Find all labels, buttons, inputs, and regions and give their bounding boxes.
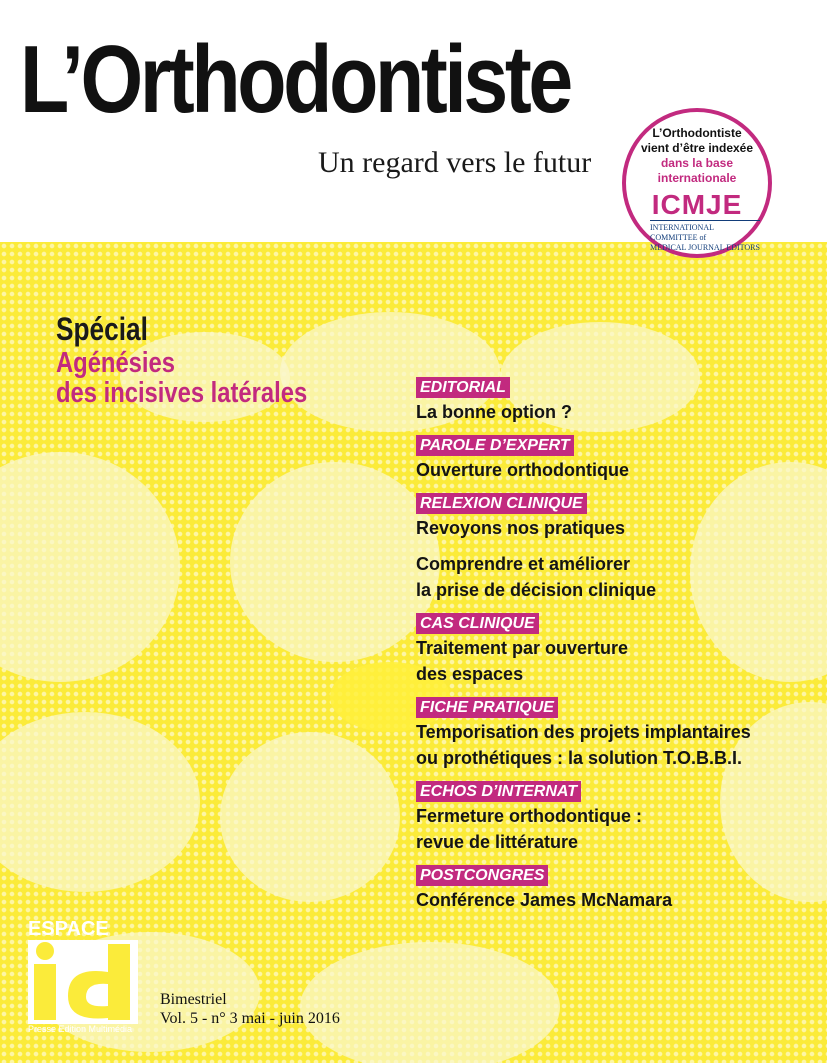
toc-section — [416, 771, 816, 855]
halftone-shape — [0, 452, 180, 682]
toc-section — [416, 603, 816, 687]
article-title: Fermeture orthodontique : revue de littérature — [416, 806, 642, 852]
badge-line-3: dans la base — [660, 156, 734, 170]
journal-title: L’Orthodontiste — [20, 26, 570, 133]
table-of-contents — [416, 367, 816, 913]
section-tag: FICHE PRATIQUE — [416, 697, 558, 718]
article-title: Ouverture orthodontique — [416, 460, 629, 480]
section-tag: POSTCONGRES — [416, 865, 548, 886]
badge-org-line-2: MEDICAL JOURNAL EDITORS — [650, 243, 760, 252]
badge-organization — [650, 220, 760, 253]
article-title: Temporisation des projets implantaires ou prothétiques : la solution T.O.B.B.I. — [416, 722, 751, 768]
special-topic-line-1: Agénésies — [56, 347, 175, 379]
badge-line-4: internationale — [657, 171, 737, 185]
article-title: Revoyons nos pratiques — [416, 518, 626, 538]
icmje-logo: ICMJE — [651, 189, 743, 220]
article-title: Traitement par ouverture des espaces — [416, 638, 629, 684]
section-tag: CAS CLINIQUE — [416, 613, 539, 634]
badge-line-2: vient d’être indexée — [640, 141, 754, 155]
issue-volume: Vol. 5 - n° 3 mai - juin 2016 — [160, 1010, 340, 1027]
journal-subtitle: Un regard vers le futur — [318, 146, 592, 179]
id-logo-mark — [28, 940, 138, 1024]
icmje-badge — [622, 108, 772, 258]
badge-line-1: L’Orthodontiste — [652, 126, 742, 140]
section-tag: RELEXION CLINIQUE — [416, 493, 587, 514]
publisher-logo — [28, 918, 138, 1038]
halftone-shape — [230, 462, 440, 662]
publisher-name: ESPACE — [28, 918, 109, 940]
halftone-shape — [0, 712, 200, 892]
special-feature — [56, 310, 362, 408]
toc-section — [416, 483, 816, 603]
halftone-shape — [220, 732, 400, 902]
publisher-tagline: Presse Edition Multimédia — [28, 1024, 133, 1034]
toc-section — [416, 855, 816, 913]
article-title: Conférence James McNamara — [416, 890, 673, 910]
toc-section — [416, 425, 816, 483]
badge-org-line-1: INTERNATIONAL COMMITTEE of — [650, 223, 714, 242]
toc-section — [416, 687, 816, 771]
article-title: Comprendre et améliorer la prise de décision clinique — [416, 554, 657, 600]
issue-frequency: Bimestriel — [160, 991, 227, 1008]
special-topic-line-2: des incisives latérales — [56, 377, 308, 409]
toc-section — [416, 367, 816, 425]
section-tag: PAROLE D’EXPERT — [416, 435, 574, 456]
issue-info — [160, 990, 340, 1028]
section-tag: ECHOS D’INTERNAT — [416, 781, 581, 802]
section-tag: EDITORIAL — [416, 377, 510, 398]
special-label: Spécial — [56, 311, 148, 347]
id-letters-icon — [28, 940, 138, 1024]
article-title: La bonne option ? — [416, 402, 572, 422]
